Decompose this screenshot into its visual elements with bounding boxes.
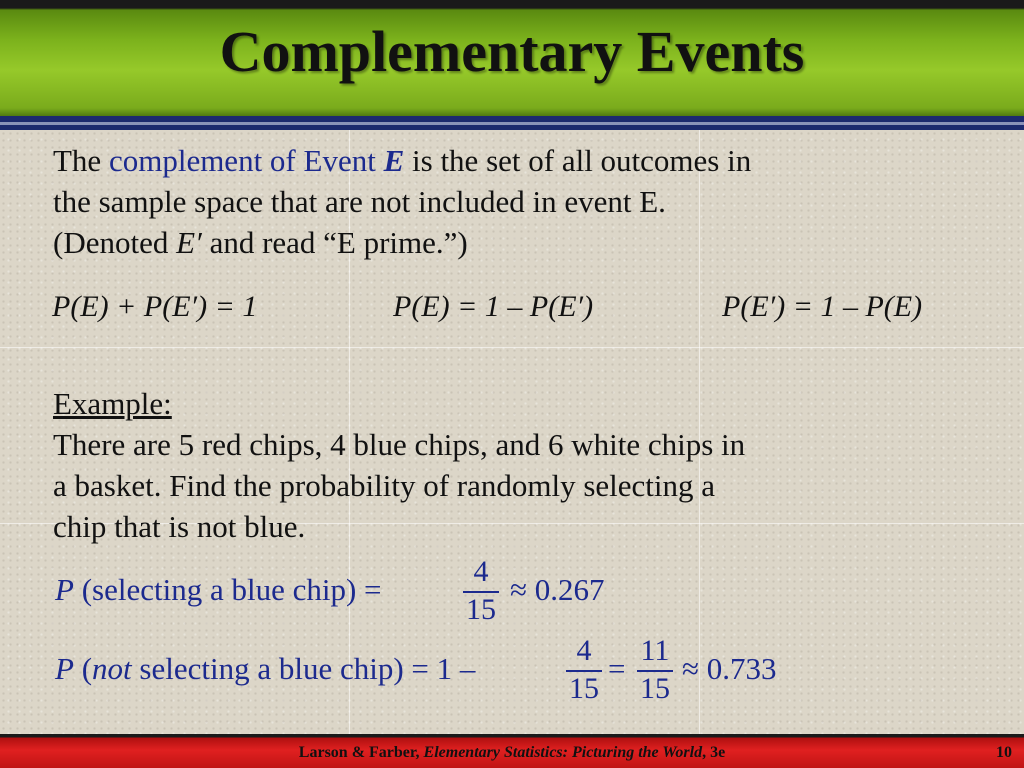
text: (	[81, 651, 93, 686]
example-line-2: a basket. Find the probability of randomly selecting a	[53, 468, 716, 503]
variable: P	[55, 651, 74, 686]
fraction-denominator: 15	[569, 672, 599, 705]
fraction-numerator: 11	[640, 634, 670, 667]
emphasis: not	[92, 651, 132, 686]
text: (selecting a blue chip) =	[81, 572, 382, 607]
term-highlight: complement of Event	[108, 143, 384, 178]
definition-line-3	[53, 222, 468, 263]
slide-title: Complementary Events	[219, 19, 805, 84]
fraction-numerator: 4	[473, 555, 489, 588]
definition-line-1	[53, 140, 751, 181]
footer-citation	[0, 744, 1024, 762]
solution-2-lhs	[55, 651, 475, 687]
text: (Denoted	[53, 225, 177, 260]
text: and read “E prime.”)	[201, 225, 468, 260]
footer-authors: Larson & Farber,	[298, 744, 424, 761]
formula-3: P(E′) = 1 – P(E)	[722, 290, 923, 323]
solution-1-lhs	[55, 572, 382, 608]
example-line-3: chip that is not blue.	[53, 509, 306, 544]
solution-1-approx: ≈ 0.267	[510, 572, 605, 607]
fraction-numerator: 4	[576, 634, 592, 667]
fraction-denominator: 15	[466, 593, 496, 626]
footer-book-title: Elementary Statistics: Picturing the World	[423, 744, 703, 761]
formula-2: P(E) = 1 – P(E′)	[393, 290, 594, 323]
example-heading: Example:	[53, 386, 172, 421]
text: selecting a blue chip) = 1 –	[131, 651, 476, 686]
equals-sign: =	[608, 651, 626, 686]
formula-1: P(E) + P(E′) = 1	[52, 290, 258, 323]
text: is the set of all outcomes in	[404, 143, 752, 178]
solution-2-approx: ≈ 0.733	[682, 651, 777, 686]
text: The	[53, 143, 109, 178]
variable: P	[55, 572, 74, 607]
definition-line-2: the sample space that are not included in event E.	[53, 184, 666, 219]
example-line-1: There are 5 red chips, 4 blue chips, and 6 white chips in	[53, 427, 746, 462]
footer-edition: , 3e	[702, 744, 726, 761]
grid-line	[0, 347, 1024, 348]
term-variable: E	[383, 143, 405, 178]
page-number: 10	[996, 744, 1012, 761]
variable: E′	[176, 225, 202, 260]
fraction-denominator: 15	[640, 672, 670, 705]
